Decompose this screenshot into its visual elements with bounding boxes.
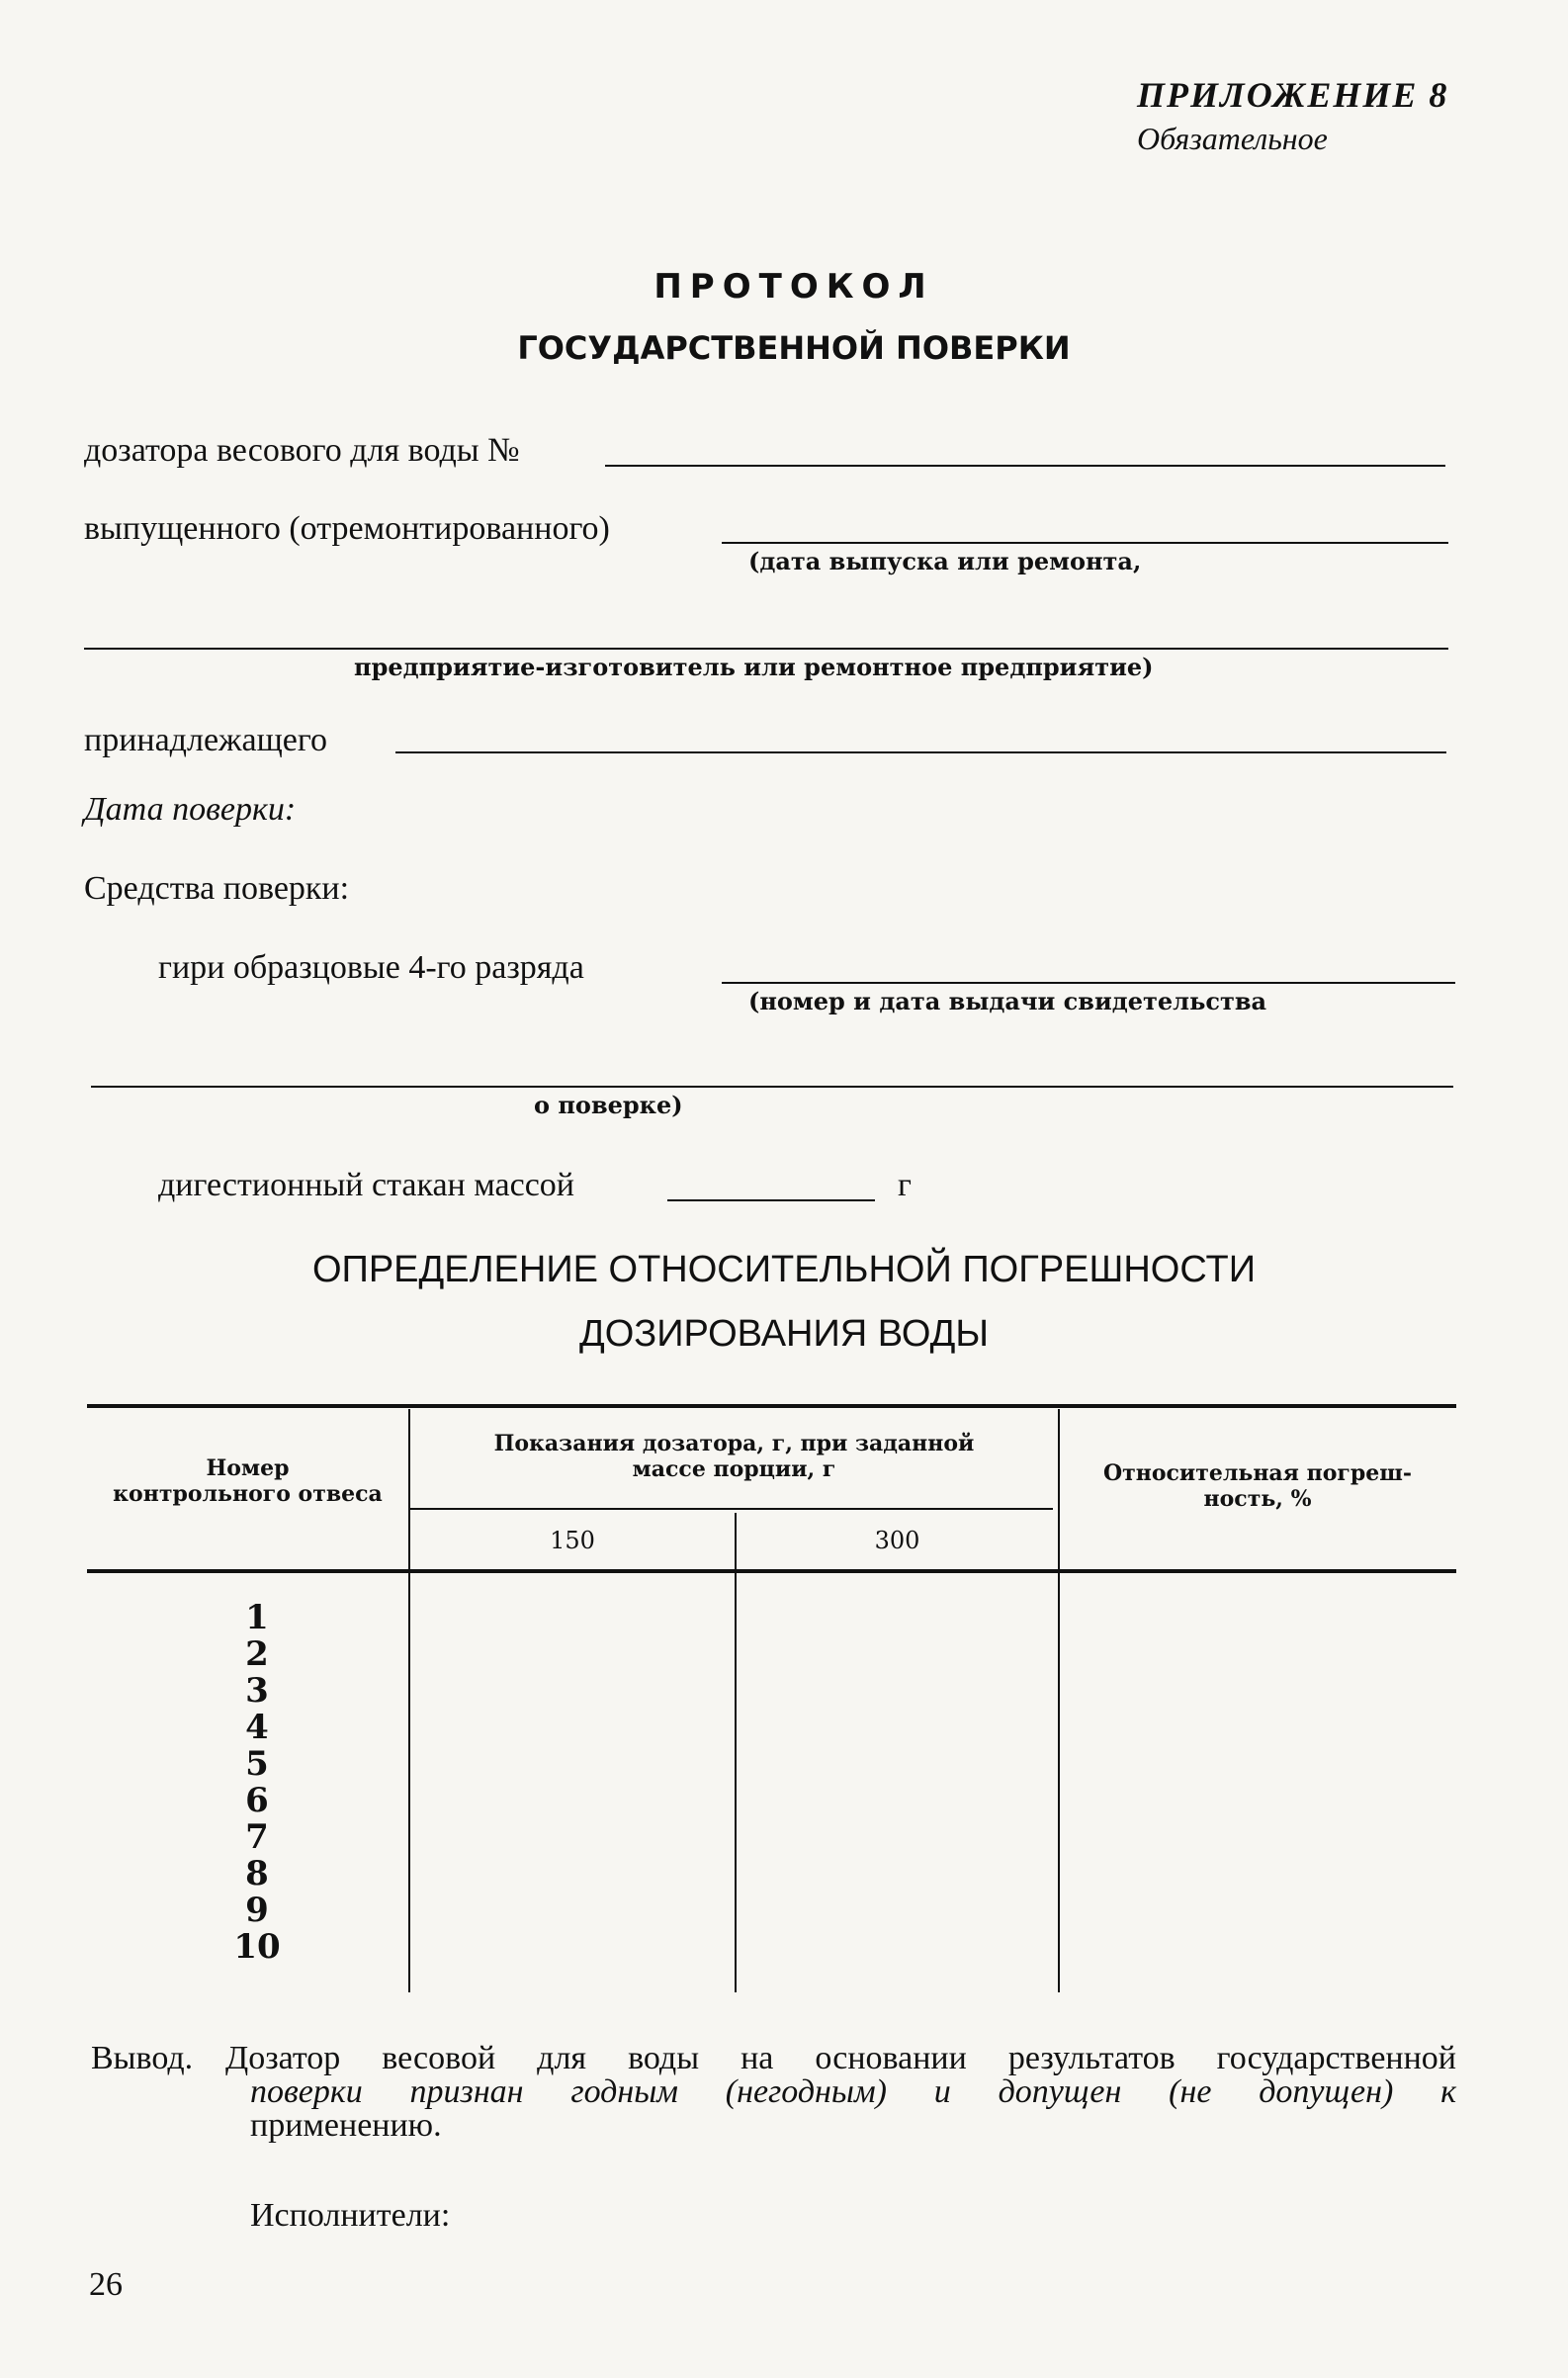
weights-line-2[interactable] [91, 1086, 1453, 1088]
col-error-header [1060, 1460, 1455, 1512]
conclusion-line1: Дозатор весовой для воды на основании результатов государственной [225, 2040, 1456, 2076]
col-readings-header-line2: массе порции, г [632, 1456, 836, 1482]
row-numbers [227, 1600, 287, 1966]
section-title: ОПРЕДЕЛЕНИЕ ОТНОСИТЕЛЬНОЙ ПОГРЕШНОСТИ [311, 1249, 1257, 1290]
verification-date-label: Дата поверки: [84, 791, 297, 828]
col-number-header-line1: Номер [206, 1455, 290, 1481]
col-readings-header-line1: Показания дозатора, г, при заданной [493, 1431, 975, 1456]
table-col-divider-2 [735, 1513, 737, 1992]
table-row: 9 [245, 1891, 269, 1930]
protocol-subtitle: ГОСУДАРСТВЕННОЙ ПОВЕРКИ [517, 329, 1071, 367]
released-hint: (дата выпуска или ремонта, [748, 547, 1142, 575]
table-subheader-border [410, 1508, 1053, 1510]
table-row: 8 [245, 1854, 269, 1894]
table-header-border [87, 1569, 1456, 1573]
page-number: 26 [89, 2266, 123, 2303]
glass-mass-line[interactable] [667, 1199, 875, 1201]
weights-label: гири образцовые 4-го разряда [158, 949, 584, 986]
col-150-header: 150 [550, 1527, 595, 1554]
col-error-header-line1: Относительная погреш- [1102, 1460, 1413, 1486]
weights-line[interactable] [722, 982, 1455, 984]
glass-unit: г [898, 1167, 912, 1203]
table-top-border [87, 1404, 1456, 1408]
col-error-header-line2: ность, % [1203, 1486, 1312, 1512]
section-subtitle: ДОЗИРОВАНИЯ ВОДЫ [579, 1313, 989, 1355]
table-row: 1 [245, 1598, 269, 1637]
conclusion-line3: применению. [250, 2107, 442, 2144]
performers-label: Исполнители: [250, 2197, 451, 2234]
conclusion-line2: поверки признан годным (негодным) и допущен (не допущен) к [250, 2073, 1456, 2110]
table-row: 4 [245, 1708, 269, 1747]
table-row: 2 [245, 1634, 269, 1674]
table-row: 3 [245, 1671, 269, 1711]
released-line[interactable] [722, 542, 1448, 544]
manufacturer-line[interactable] [84, 648, 1448, 650]
col-readings-header [410, 1431, 1058, 1482]
doser-label: дозатора весового для воды № [84, 432, 520, 469]
appendix-number: ПРИЛОЖЕНИЕ 8 [1137, 75, 1449, 115]
protocol-title: ПРОТОКОЛ [653, 267, 934, 307]
col-number-header [87, 1455, 408, 1507]
col-number-header-line2: контрольного отвеса [113, 1481, 383, 1507]
released-label: выпущенного (отремонтированного) [84, 510, 610, 547]
table-row: 5 [245, 1744, 269, 1784]
appendix-status: Обязательное [1137, 121, 1328, 156]
owner-label: принадлежащего [84, 722, 327, 758]
verification-means-label: Средства поверки: [84, 870, 350, 907]
weights-hint-2: о поверке) [534, 1091, 683, 1119]
conclusion-label: Вывод. [91, 2040, 194, 2076]
table-col-divider-1 [408, 1409, 410, 1992]
glass-label: дигестионный стакан массой [158, 1167, 574, 1203]
table-row: 6 [245, 1781, 269, 1820]
manufacturer-hint: предприятие-изготовитель или ремонтное предприятие) [354, 653, 1154, 681]
weights-hint: (номер и дата выдачи свидетельства [748, 987, 1267, 1015]
table-row: 7 [245, 1817, 269, 1857]
col-300-header: 300 [874, 1527, 920, 1554]
owner-line[interactable] [395, 751, 1446, 753]
doser-number-line[interactable] [605, 465, 1445, 467]
table-row: 10 [233, 1927, 281, 1967]
